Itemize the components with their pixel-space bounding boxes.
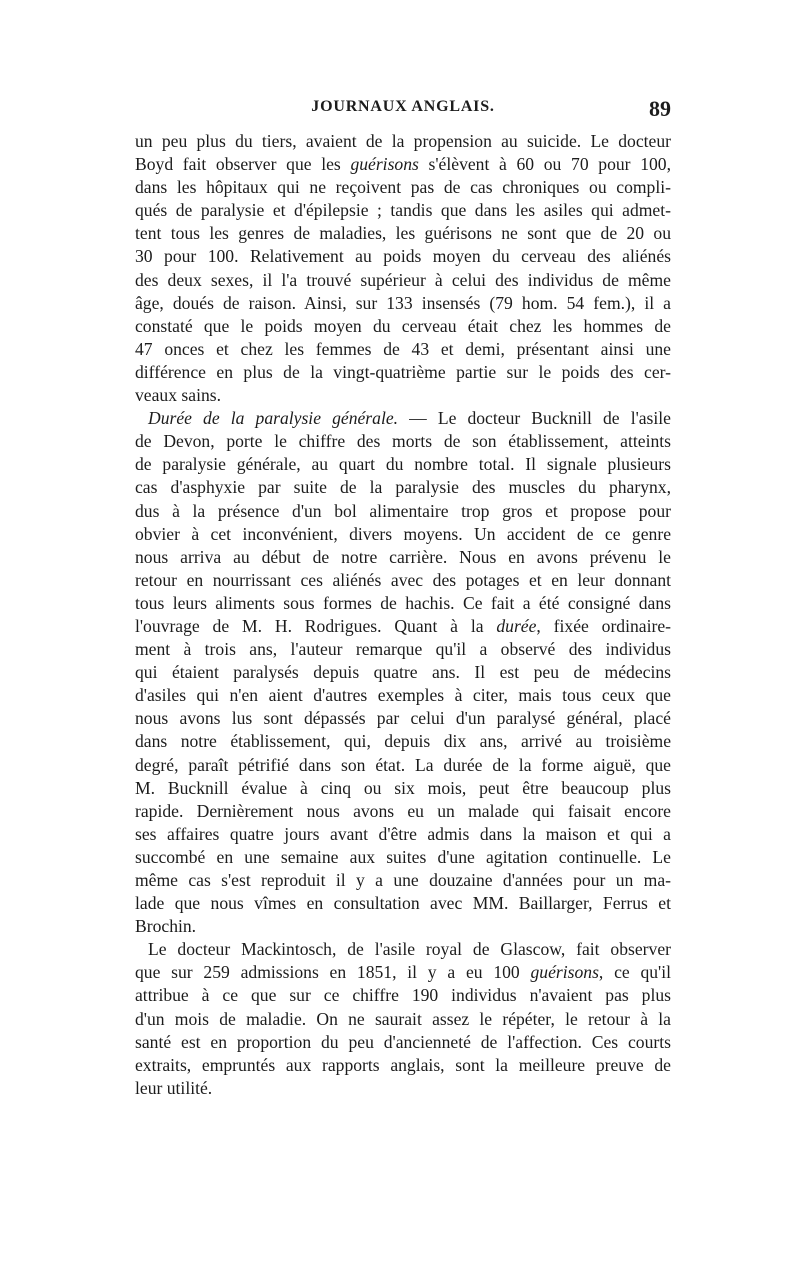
text-line: d'un mois de maladie. On ne saurait assez le répéter, le retour à la xyxy=(135,1008,671,1029)
text-line: degré, paraît pétrifié dans son état. La durée de la forme aiguë, que xyxy=(135,754,671,775)
text-line: dans les hôpitaux qui ne reçoivent pas de cas chroniques ou compli- xyxy=(135,177,671,198)
text-line: de paralysie générale, au quart du nombre total. Il signale plusieurs xyxy=(135,454,671,475)
text-line: même cas s'est reproduit il y a une douzaine d'années pour un ma- xyxy=(135,870,671,890)
text-line: nous avons lus sont dépassés par celui d'un paralysé général, placé xyxy=(135,708,671,729)
text-line: âge, doués de raison. Ainsi, sur 133 insensés (79 hom. 54 fem.), il a xyxy=(135,292,671,313)
text-line: un peu plus du tiers, avaient de la propension au suicide. Le docteur xyxy=(135,131,671,151)
text-line: dus à la présence d'un bol alimentaire trop gros et propose pour xyxy=(135,500,671,521)
text-line: l'ouvrage de M. H. Rodrigues. Quant à la durée, fixée ordinaire- xyxy=(135,615,672,636)
text-line: attribue à ce que sur ce chiffre 190 individus n'avaient pas plus xyxy=(135,985,671,1006)
text-line: Boyd fait observer que les guérisons s'élèvent à 60 ou 70 pour 100, xyxy=(135,154,671,175)
text-line: M. Bucknill évalue à cinq ou six mois, peut être beaucoup plus xyxy=(135,777,671,798)
text-line: obvier à cet inconvénient, divers moyens. Un accident de ce genre xyxy=(135,523,671,544)
text-line: Le docteur Mackintosch, de l'asile royal de Glascow, fait observer xyxy=(148,939,671,960)
text-line: tent tous les genres de maladies, les guérisons ne sont que de 20 ou xyxy=(135,223,671,244)
text-line: cas d'asphyxie par suite de la paralysie des muscles du pharynx, xyxy=(135,477,671,498)
text-line: leur utilité. xyxy=(135,1077,213,1098)
text-line: différence en plus de la vingt-quatrième partie sur le poids des cer- xyxy=(135,361,671,382)
text-line: qués de paralysie et d'épilepsie ; tandis que dans les asiles qui admet- xyxy=(135,200,671,221)
text-line: ses affaires quatre jours avant d'être admis dans la maison et qui a xyxy=(135,823,671,844)
text-line: rapide. Dernièrement nous avons eu un malade qui faisait encore xyxy=(135,800,671,821)
text-line: ment à trois ans, l'auteur remarque qu'il a observé des individus xyxy=(135,639,671,660)
text-line: des deux sexes, il l'a trouvé supérieur à celui des individus de même xyxy=(135,269,671,290)
text-line: qui étaient paralysés depuis quatre ans. Il est peu de médecins xyxy=(135,662,671,683)
text-line: succombé en une semaine aux suites d'une agitation continuelle. Le xyxy=(135,846,671,867)
running-title: JOURNAUX ANGLAIS. xyxy=(311,98,495,115)
body-text xyxy=(135,130,671,1100)
text-line: nous arriva au début de notre carrière. Nous en avons prévenu le xyxy=(135,546,671,567)
text-line: de Devon, porte le chiffre des morts de son établissement, atteints xyxy=(135,431,671,452)
text-line: Durée de la paralysie générale. — Le docteur Bucknill de l'asile xyxy=(148,408,671,429)
text-line: lade que nous vîmes en consultation avec MM. Baillarger, Ferrus et xyxy=(135,893,671,914)
text-line: dans notre établissement, qui, depuis dix ans, arrivé au troisième xyxy=(135,731,671,752)
text-line: que sur 259 admissions en 1851, il y a eu 100 guérisons, ce qu'il xyxy=(135,962,672,983)
text-line: santé est en proportion du peu d'ancienneté de l'affection. Ces courts xyxy=(135,1031,671,1052)
text-line: Brochin. xyxy=(135,916,197,937)
text-line: 47 onces et chez les femmes de 43 et demi, présentant ainsi une xyxy=(135,338,671,359)
text-line: tous leurs aliments sous formes de hachis. Ce fait a été consigné dans xyxy=(135,592,671,613)
text-line: 30 pour 100. Relativement au poids moyen du cerveau des aliénés xyxy=(135,246,671,267)
text-line: extraits, empruntés aux rapports anglais, sont la meilleure preuve de xyxy=(135,1054,671,1075)
text-line: retour en nourrissant ces aliénés avec des potages et en leur donnant xyxy=(135,569,671,590)
page-number: 89 xyxy=(649,96,671,121)
text-line: constaté que le poids moyen du cerveau était chez les hommes de xyxy=(135,315,671,336)
text-line: d'asiles qui n'en aient d'autres exemples à citer, mais tous ceux que xyxy=(135,685,671,706)
running-head xyxy=(135,96,671,124)
text-line: veaux sains. xyxy=(135,385,221,406)
